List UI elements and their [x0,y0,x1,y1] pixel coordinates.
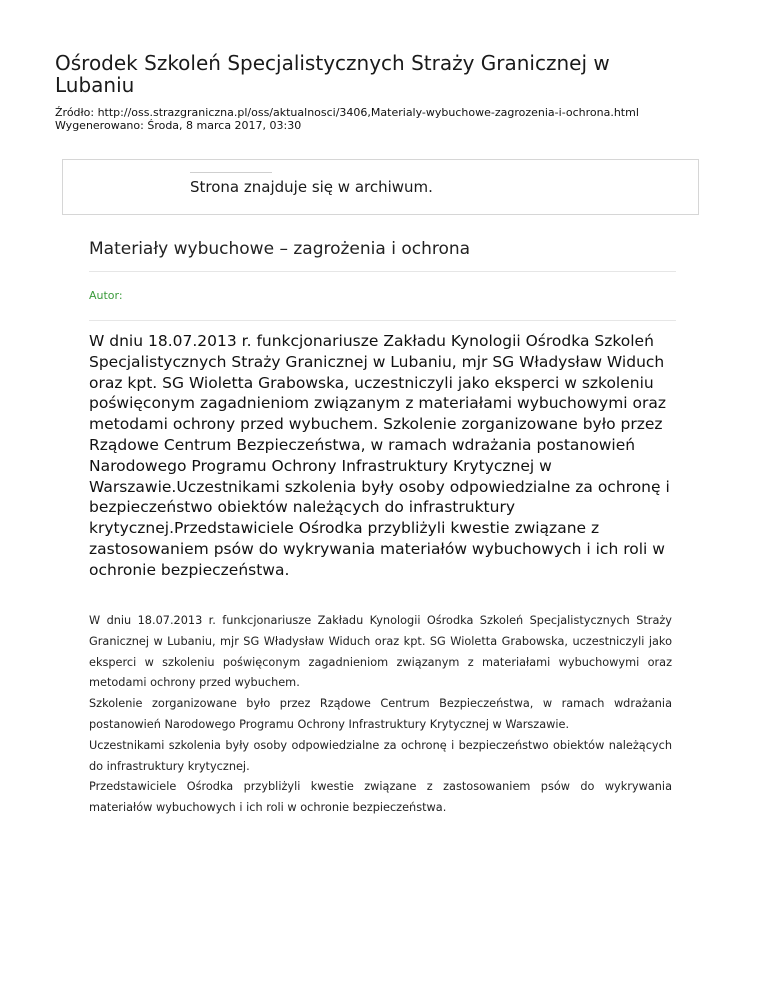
print-meta [55,106,639,132]
article-paragraph: W dniu 18.07.2013 r. funkcjonariusze Zakładu Kynologii Ośrodka Szkoleń Specjalistycznych Straży Granicznej w Lubaniu, mjr SG Władysław Widuch oraz kpt. SG Wioletta Grabowska, uczestniczyli jako eksperci w szkoleniu poświęconym zagadnieniom związanym z materiałami wybuchowymi oraz metodami ochrony przed wybuchem. [89,614,672,690]
article-title: Materiały wybuchowe – zagrożenia i ochrona [89,239,471,259]
article-paragraph: Uczestnikami szkolenia były osoby odpowiedzialne za ochronę i bezpieczeństwo obiektów należących do infrastruktury krytycznej. [89,738,672,773]
generated-date-line: Wygenerowano: Środa, 8 marca 2017, 03:30 [55,119,302,132]
article-lead: W dniu 18.07.2013 r. funkcjonariusze Zakładu Kynologii Ośrodka Szkoleń Specjalistycznych Straży Granicznej w Lubaniu, mjr SG Władysław Widuch oraz kpt. SG Wioletta Grabowska, uczestniczyli jako eksperci w szkoleniu poświęconym zagadnieniom związanym z materiałami wybuchowymi oraz metodami ochrony przed wybuchem. Szkolenie zorganizowane było przez Rządowe Centrum Bezpieczeństwa, w ramach wdrażania postanowień Narodowego Programu Ochrony Infrastruktury Krytycznej w Warszawie.Uczestnikami szkolenia były osoby odpowiedzialne za ochronę i bezpieczeństwo obiektów należących do infrastruktury krytycznej.Przedstawiciele Ośrodka przybliżyli kwestie związane z zastosowaniem psów do wykrywania materiałów wybuchowych i ich roli w ochronie bezpieczeństwa. [89,332,670,579]
article-paragraph: Przedstawiciele Ośrodka przybliżyli kwestie związane z zastosowaniem psów do wykrywania materiałów wybuchowych i ich roli w ochronie bezpieczeństwa. [89,780,672,815]
author-label: Autor: [89,289,123,302]
article-body [89,611,672,819]
source-url-line: Źródło: http://oss.strazgraniczna.pl/oss/aktualnosci/3406,Materialy-wybuchowe-zagrozenia-i-ochrona.html [55,106,639,119]
archive-notice-text: Strona znajduje się w archiwum. [190,178,433,196]
article-paragraph: Szkolenie zorganizowane było przez Rządowe Centrum Bezpieczeństwa, w ramach wdrażania postanowień Narodowego Programu Ochrony Infrastruktury Krytycznej w Warszawie. [89,697,672,731]
author-divider [89,320,676,321]
archive-notice-box [62,159,699,215]
site-title: Ośrodek Szkoleń Specjalistycznych Straży Granicznej w Lubaniu [55,51,610,97]
archive-notice-divider [190,172,272,173]
title-divider [89,271,676,272]
